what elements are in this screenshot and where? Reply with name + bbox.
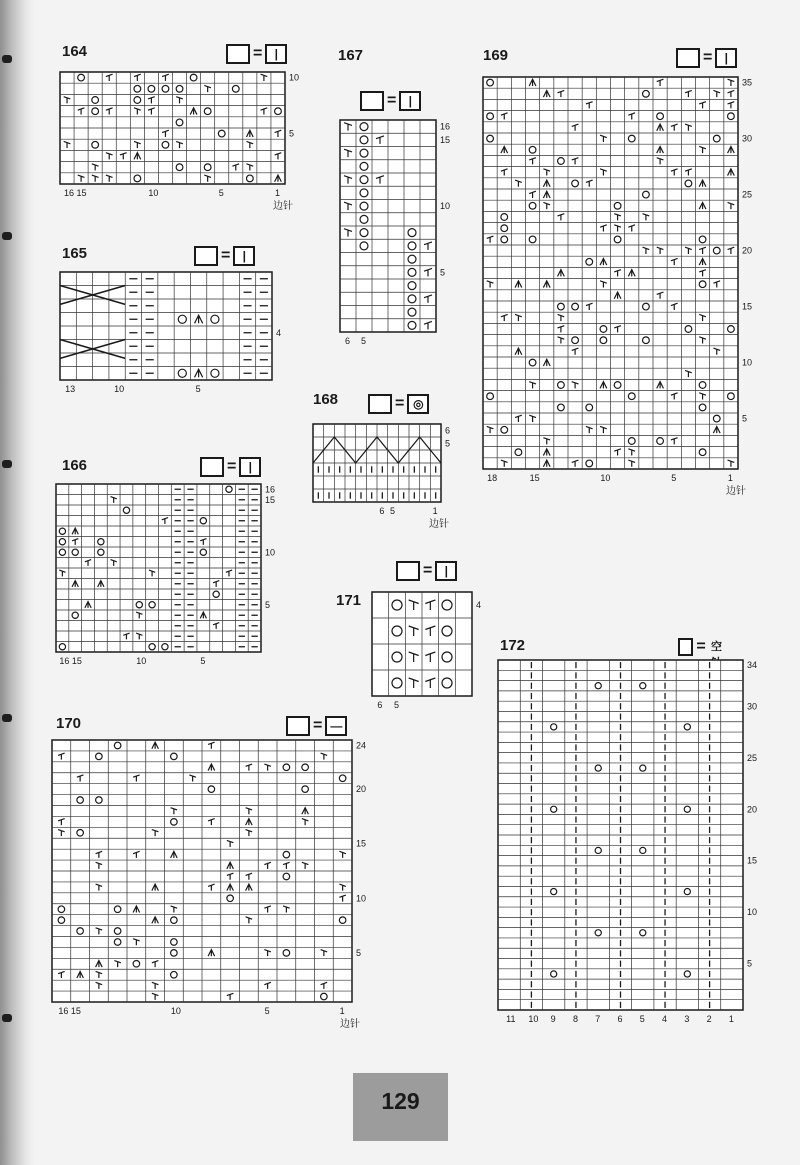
- row-number-label: 20: [356, 784, 367, 795]
- row-number-label: 5: [289, 128, 295, 139]
- equals-sign: =: [253, 45, 263, 62]
- column-number-label: 1: [432, 506, 438, 516]
- row-number-label: 5: [742, 413, 748, 424]
- column-number-label: 13: [65, 384, 76, 394]
- column-number-label: 16 15: [59, 656, 82, 666]
- row-number-label: 10: [747, 907, 758, 918]
- column-number-label: 16 15: [58, 1006, 81, 1016]
- column-number-label: 5: [671, 473, 677, 483]
- chart-number: 164: [62, 43, 88, 60]
- column-number-label: 5: [394, 700, 400, 710]
- edge-stitch-label: 边针: [340, 1019, 360, 1030]
- column-number-label: 8: [572, 1014, 578, 1024]
- row-number-label: 10: [356, 893, 367, 904]
- row-number-label: 5: [440, 267, 446, 278]
- knit-symbol: |: [265, 44, 287, 64]
- row-number-label: 6: [445, 425, 451, 436]
- chart-number: 171: [336, 592, 362, 609]
- column-number-label: 15: [529, 473, 540, 483]
- column-number-label: 1: [728, 1014, 734, 1024]
- row-number-label: 30: [747, 701, 758, 712]
- knit-symbol: |: [715, 48, 737, 68]
- knit-symbol: |: [399, 91, 421, 111]
- column-number-label: 18: [487, 473, 498, 483]
- equals-sign: =: [703, 49, 713, 66]
- chart-number: 169: [483, 47, 509, 64]
- row-number-label: 10: [265, 547, 276, 558]
- row-number-label: 15: [440, 134, 451, 145]
- row-number-label: 20: [747, 804, 758, 815]
- equals-sign: =: [423, 562, 433, 579]
- row-number-label: 4: [276, 327, 282, 338]
- column-number-label: 1: [339, 1006, 345, 1016]
- row-number-label: 10: [742, 357, 753, 368]
- column-number-label: 3: [684, 1014, 690, 1024]
- equals-sign: =: [221, 247, 231, 264]
- column-number-label: 5: [218, 188, 224, 198]
- row-number-label: 10: [289, 72, 300, 83]
- column-number-label: 10: [114, 384, 125, 394]
- page-number: 129: [353, 1073, 448, 1141]
- edge-stitch-label: 边针: [429, 519, 449, 530]
- row-number-label: 16: [440, 121, 451, 132]
- edge-stitch-label: 边针: [726, 486, 746, 497]
- column-number-label: 5: [200, 656, 206, 666]
- chart-number: 172: [500, 637, 526, 654]
- column-number-label: 6: [377, 700, 383, 710]
- row-number-label: 5: [356, 947, 362, 958]
- column-number-label: 5: [264, 1006, 270, 1016]
- column-number-label: 9: [550, 1014, 556, 1024]
- column-number-label: 5: [361, 336, 367, 346]
- equals-sign: =: [227, 458, 237, 475]
- column-number-label: 6: [617, 1014, 623, 1024]
- row-number-label: 5: [445, 438, 451, 449]
- column-number-label: 6: [345, 336, 351, 346]
- column-number-label: 2: [706, 1014, 712, 1024]
- row-number-label: 15: [742, 301, 753, 312]
- double-circle-symbol: ◎: [407, 394, 429, 414]
- row-number-label: 15: [356, 838, 367, 849]
- purl-symbol: —: [325, 716, 347, 736]
- column-number-label: 16 15: [64, 188, 87, 198]
- row-number-label: 15: [747, 855, 758, 866]
- row-number-label: 5: [747, 958, 753, 969]
- row-number-label: 25: [742, 189, 753, 200]
- row-number-label: 30: [742, 133, 753, 144]
- edge-stitch-label: 边针: [273, 201, 293, 212]
- knit-symbol: |: [239, 457, 261, 477]
- empty-stitch-label: 空: [711, 641, 723, 653]
- column-number-label: 5: [639, 1014, 645, 1024]
- column-number-label: 6: [379, 506, 385, 516]
- column-number-label: 11: [506, 1014, 516, 1024]
- column-number-label: 1: [727, 473, 733, 483]
- column-number-label: 10: [170, 1006, 181, 1016]
- knit-symbol: |: [233, 246, 255, 266]
- row-number-label: 35: [742, 77, 753, 88]
- column-number-label: 5: [195, 384, 201, 394]
- column-number-label: 5: [390, 506, 396, 516]
- column-number-label: 10: [600, 473, 611, 483]
- column-number-label: 7: [595, 1014, 601, 1024]
- chart-number: 166: [62, 457, 88, 474]
- column-number-label: 1: [274, 188, 280, 198]
- column-number-label: 10: [136, 656, 147, 666]
- chart-number: 170: [56, 715, 82, 732]
- row-number-label: 10: [440, 201, 451, 212]
- row-number-label: 16: [265, 484, 276, 495]
- equals-sign: =: [696, 638, 706, 655]
- column-number-label: 10: [528, 1014, 539, 1024]
- row-number-label: 15: [265, 494, 276, 505]
- chart-number: 167: [338, 47, 364, 64]
- equals-sign: =: [313, 717, 323, 734]
- row-number-label: 5: [265, 599, 271, 610]
- equals-sign: =: [387, 92, 397, 109]
- row-number-label: 24: [356, 740, 367, 751]
- column-number-label: 4: [662, 1014, 668, 1024]
- row-number-label: 4: [476, 600, 482, 610]
- column-number-label: 10: [148, 188, 159, 198]
- row-number-label: 20: [742, 245, 753, 256]
- knit-symbol: |: [435, 561, 457, 581]
- equals-sign: =: [395, 395, 405, 412]
- row-number-label: 34: [747, 660, 758, 671]
- chart-number: 168: [313, 391, 339, 408]
- row-number-label: 25: [747, 752, 758, 763]
- chart-number: 165: [62, 245, 88, 262]
